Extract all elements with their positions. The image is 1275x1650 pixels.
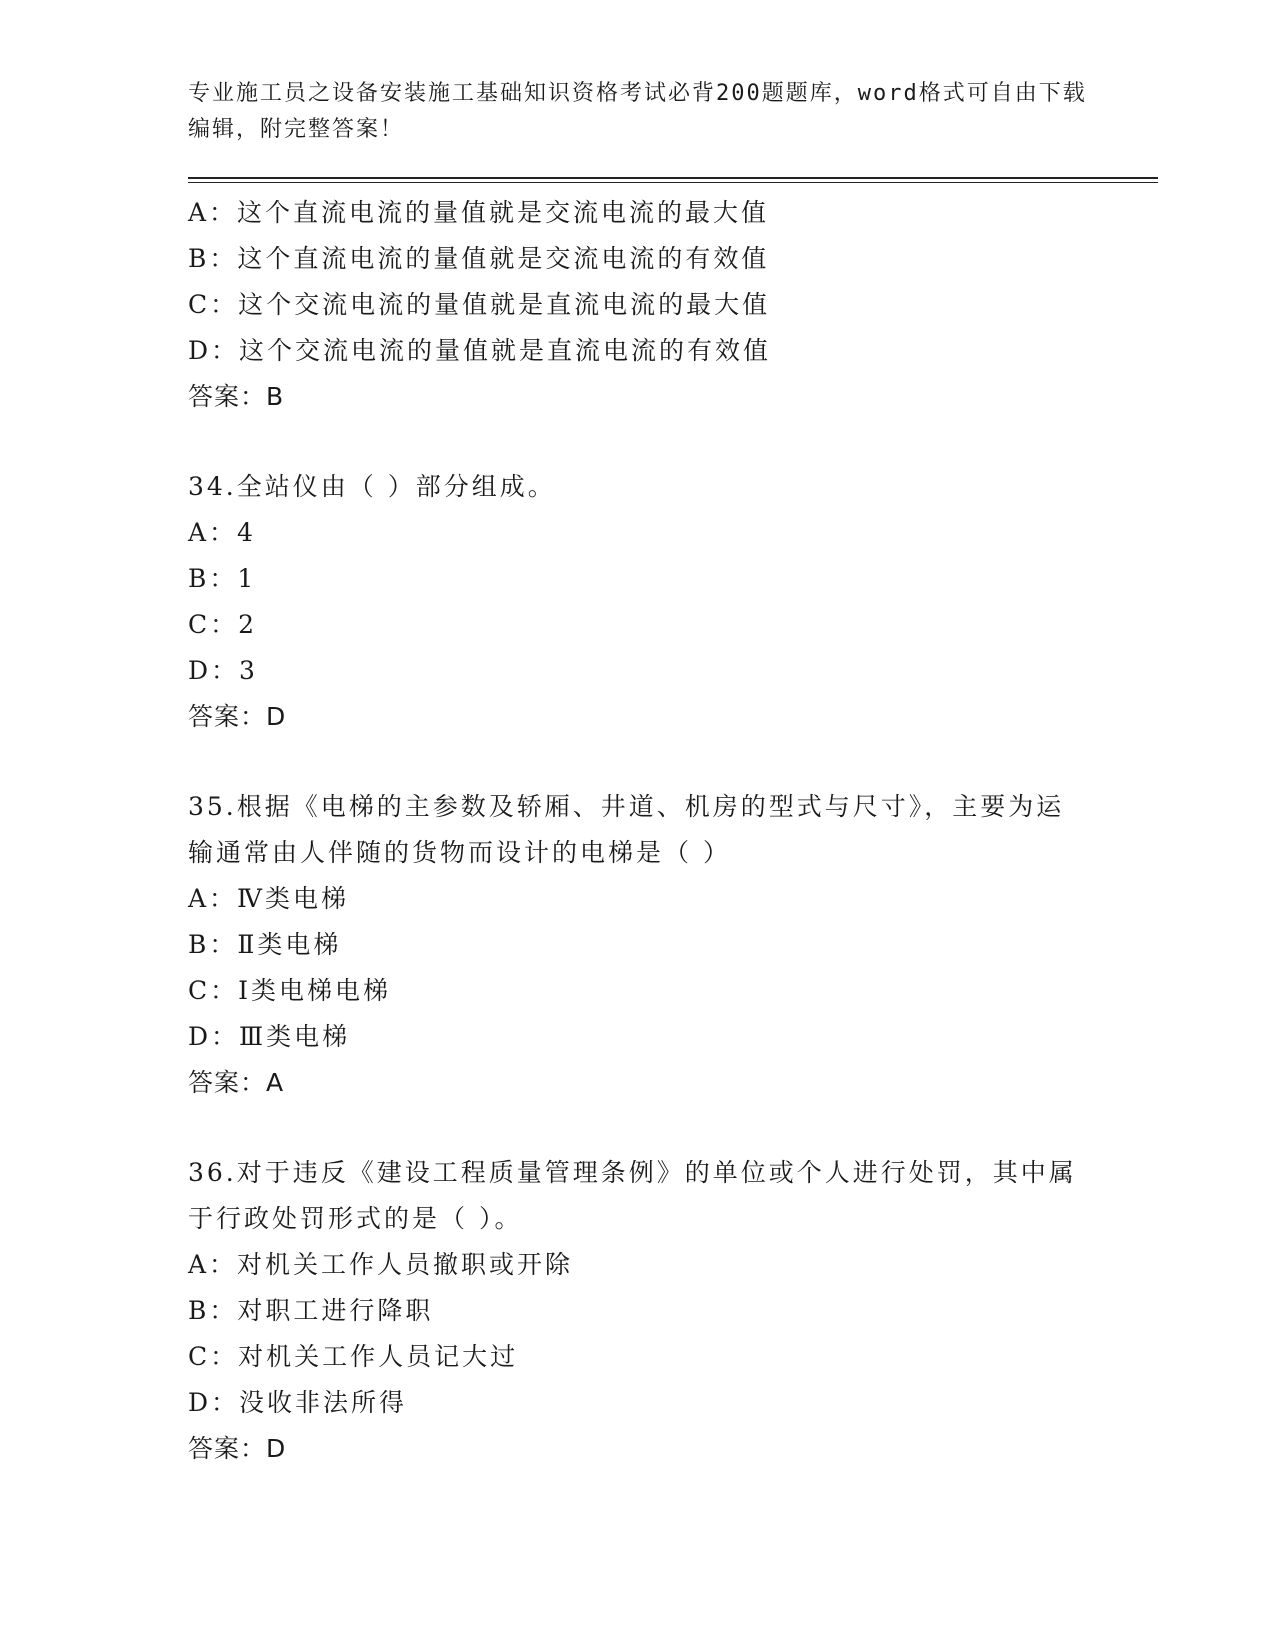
option-b: B：这个直流电流的量值就是交流电流的有效值	[188, 244, 770, 273]
question-36	[188, 1150, 1088, 1472]
question-stem: 34.全站仪由（ ）部分组成。	[188, 472, 556, 501]
question-stem: 36.对于违反《建设工程质量管理条例》的单位或个人进行处罚，其中属于行政处罚形式的是（ ）。	[188, 1158, 1077, 1233]
option-a: A：这个直流电流的量值就是交流电流的最大值	[188, 198, 770, 227]
question-35	[188, 784, 1088, 1106]
option-b: B：1	[188, 564, 257, 593]
option-c: C：Ⅰ类电梯电梯	[188, 976, 392, 1005]
header-rule-thin	[188, 182, 1158, 183]
answer-line: 答案：D	[188, 702, 287, 731]
answer-line: 答案：B	[188, 382, 285, 411]
option-d: D：这个交流电流的量值就是直流电流的有效值	[188, 336, 772, 365]
question-33	[188, 190, 1088, 420]
option-c: C：2	[188, 610, 258, 639]
option-d: D：没收非法所得	[188, 1388, 408, 1417]
option-c: C：这个交流电流的量值就是直流电流的最大值	[188, 290, 771, 319]
option-a: A：Ⅳ类电梯	[188, 884, 350, 913]
option-a: A：对机关工作人员撤职或开除	[188, 1250, 574, 1279]
answer-line: 答案：A	[188, 1068, 285, 1097]
question-list	[188, 190, 1088, 1472]
option-b: B：Ⅱ类电梯	[188, 930, 342, 959]
document-header: 专业施工员之设备安装施工基础知识资格考试必背200题题库，word格式可自由下载编辑，附完整答案！	[188, 81, 1087, 142]
option-c: C：对机关工作人员记大过	[188, 1342, 519, 1371]
answer-line: 答案：D	[188, 1434, 287, 1463]
option-b: B：对职工进行降职	[188, 1296, 434, 1325]
question-stem: 35.根据《电梯的主参数及轿厢、井道、机房的型式与尺寸》，主要为运输通常由人伴随的货物而设计的电梯是（ ）	[188, 792, 1065, 867]
option-d: D：3	[188, 656, 258, 685]
option-a: A：4	[188, 518, 256, 547]
option-d: D：Ⅲ类电梯	[188, 1022, 351, 1051]
header-rule-thick	[188, 177, 1158, 179]
question-34	[188, 464, 1088, 740]
